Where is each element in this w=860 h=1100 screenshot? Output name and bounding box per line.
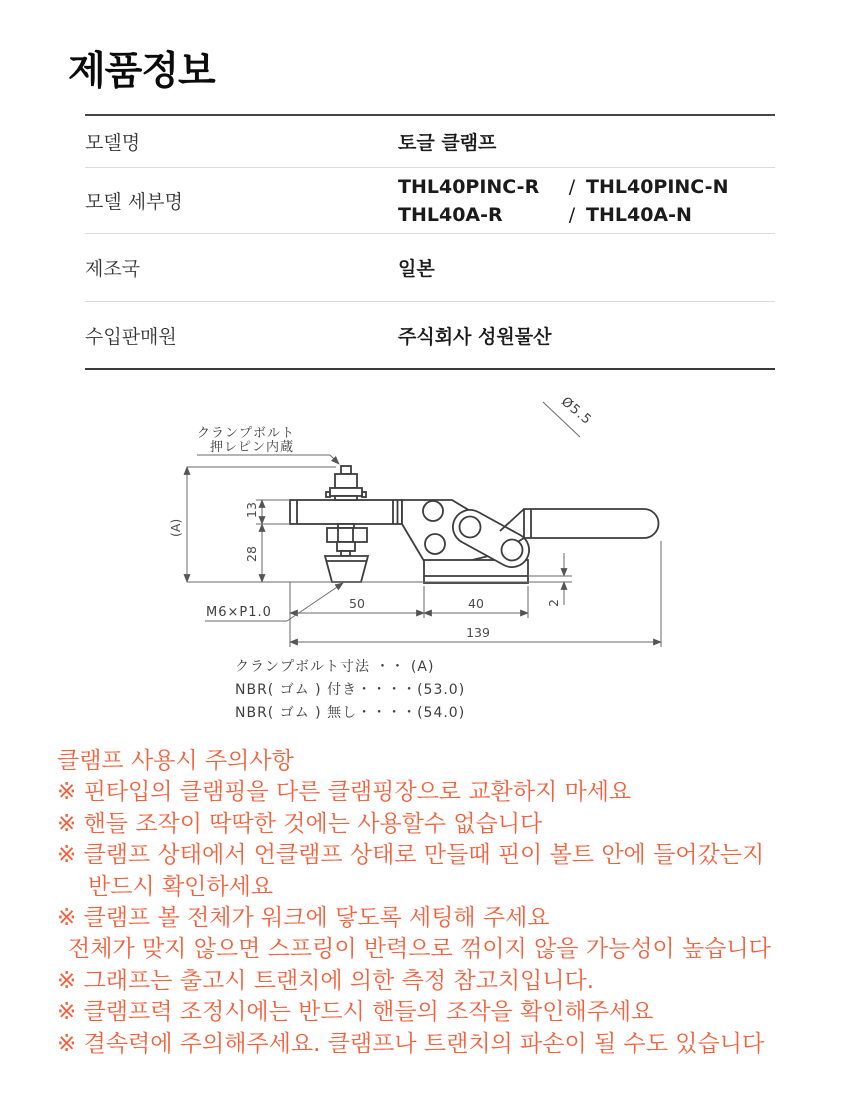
- warning-line: ※ 핸들 조작이 딱딱한 것에는 사용할수 없습니다: [57, 810, 543, 837]
- warning-line: ※ 핀타입의 클램핑을 다른 클램핑장으로 교환하지 마세요: [57, 779, 632, 806]
- callout-clamp-bolt-line2: 押レピン内蔵: [210, 440, 295, 455]
- warning-heading: 클램프 사용시 주의사항: [57, 748, 294, 774]
- warning-line: ※ 클램프 볼 전체가 워크에 닿도록 세팅해 주세요: [57, 905, 550, 932]
- drawing-note-bolt-size: クランプボルト寸法 ・・ (A): [235, 659, 435, 675]
- page-title: 제품정보: [68, 49, 215, 94]
- separator: /: [568, 175, 576, 198]
- dim-2: 2: [546, 599, 561, 607]
- dim-139: 139: [466, 625, 490, 640]
- model-detail-line: [398, 173, 728, 201]
- drawing-note-nbr-with: NBR( ゴム ) 付き・・・・(53.0): [235, 682, 466, 698]
- model-code: THL40PINC-R: [398, 175, 540, 198]
- thread-spec-label: M6×P1.0: [206, 605, 272, 620]
- dim-A: (A): [168, 518, 183, 537]
- model-detail-line: [398, 201, 728, 229]
- table-row-model-detail: [85, 167, 775, 233]
- table-row-model-name: [85, 116, 775, 167]
- product-spec-table: [85, 114, 775, 370]
- dim-40: 40: [468, 596, 484, 611]
- row-value: [398, 173, 728, 229]
- row-label: 모델명: [85, 132, 141, 154]
- warning-line: ※ 클램프 상태에서 언클램프 상태로 만들때 핀이 볼트 안에 들어갔는지: [57, 842, 765, 869]
- model-code: THL40PINC-N: [586, 175, 729, 198]
- warning-line: ※ 클램프력 조정시에는 반드시 핸들의 조작을 확인해주세요: [57, 999, 654, 1026]
- row-value: 주식회사 성원물산: [398, 325, 552, 348]
- clamp-drawing-svg: [140, 385, 860, 735]
- warning-line: ※ 그래프는 출고시 트랜치에 의한 측정 참고치입니다.: [57, 967, 595, 994]
- dim-28: 28: [244, 546, 259, 562]
- row-value: 일본: [398, 258, 435, 280]
- usage-warnings: [57, 746, 832, 1060]
- table-row-importer: [85, 301, 775, 368]
- drawing-note-nbr-without: NBR( ゴム ) 無し・・・・(54.0): [235, 705, 466, 721]
- separator: /: [568, 203, 576, 226]
- row-value: 토글 클램프: [398, 132, 497, 154]
- table-row-country: [85, 233, 775, 301]
- model-code: THL40A-N: [586, 203, 692, 226]
- row-label: 제조국: [85, 258, 141, 280]
- clamp-body-group: [290, 466, 659, 583]
- row-label: 수입판매원: [85, 325, 177, 348]
- toggle-clamp-technical-drawing: [140, 385, 860, 735]
- dim-50: 50: [349, 596, 365, 611]
- warning-line: ※ 결속력에 주의해주세요. 클램프나 트랜치의 파손이 될 수도 있습니다: [57, 1030, 765, 1057]
- warning-line-continuation: 전체가 맞지 않으면 스프링이 반력으로 꺾이지 않을 가능성이 높습니다: [68, 936, 771, 963]
- dim-13: 13: [244, 502, 259, 518]
- callout-clamp-bolt-line1: クランプボルト: [197, 426, 296, 441]
- hole-diameter-label: Ø5.5: [558, 394, 595, 429]
- row-label: 모델 세부명: [85, 191, 183, 213]
- warning-line-continuation: 반드시 확인하세요: [88, 873, 274, 900]
- model-code: THL40A-R: [398, 203, 503, 226]
